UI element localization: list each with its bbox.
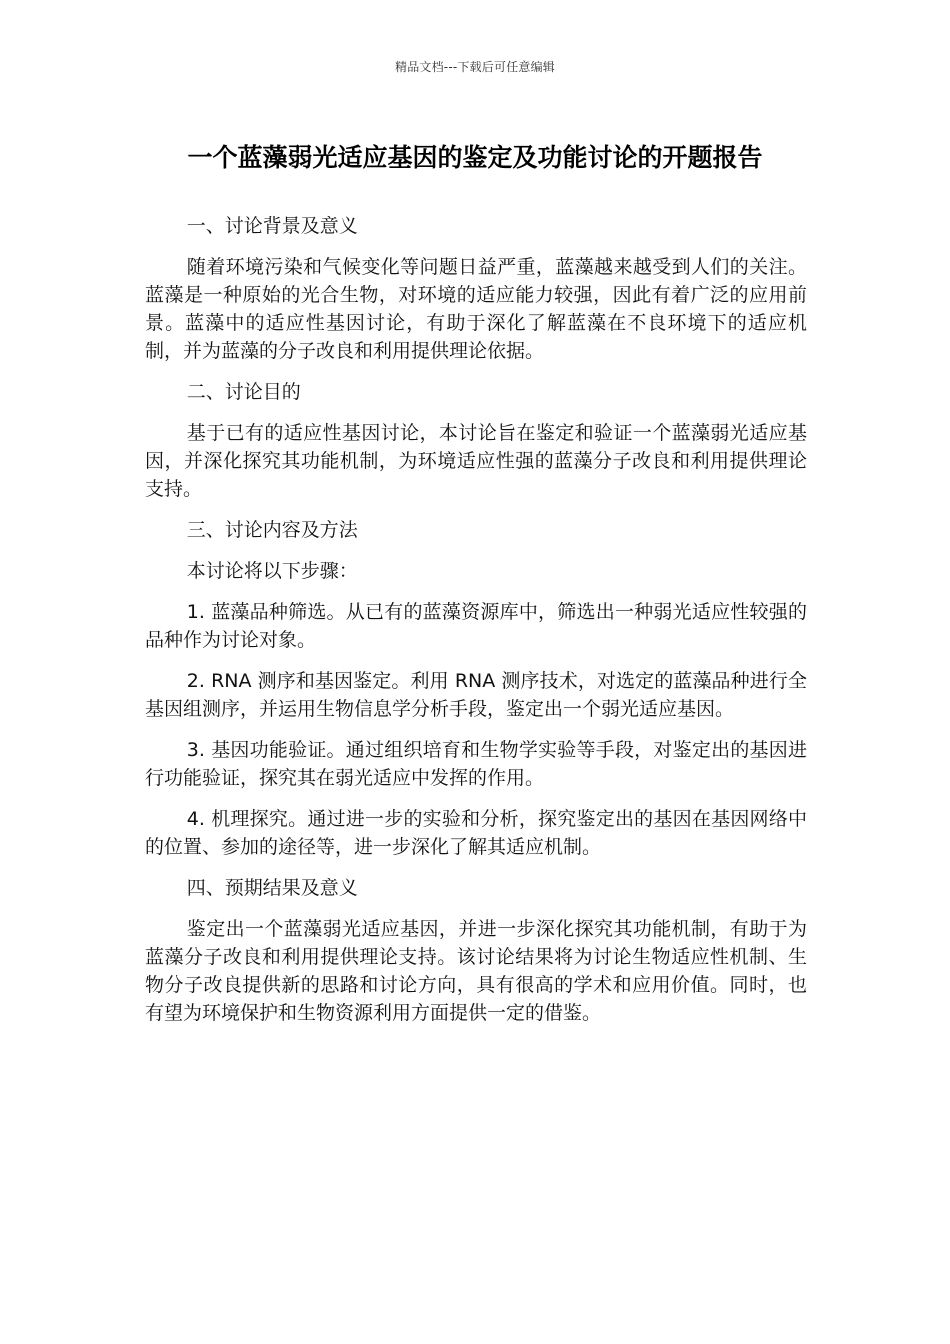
section-heading-methods: 三、讨论内容及方法 [186,519,358,541]
section-heading-background: 一、讨论背景及意义 [186,215,358,237]
document-title: 一个蓝藻弱光适应基因的鉴定及功能讨论的开题报告 [187,143,763,172]
section-heading-expected-results: 四、预期结果及意义 [186,877,358,899]
paragraph-methods-intro: 本讨论将以下步骤： [186,560,358,582]
list-item-step-3: 3. 基因功能验证。通过组织培育和生物学实验等手段，对鉴定出的基因进行功能验证，探究其在弱光适应中发挥的作用。 [145,739,807,789]
paragraph-expected-results: 鉴定出一个蓝藻弱光适应基因，并进一步深化探究其功能机制，有助于为蓝藻分子改良和利用提供理论支持。该讨论结果将为讨论生物适应性机制、生物分子改良提供新的思路和讨论方向，具有很高的学术和应用价值。同时，也有望为环境保护和生物资源利用方面提供一定的借鉴。 [145,918,807,1024]
page-header-note: 精品文档---下载后可任意编辑 [395,60,555,74]
paragraph-purpose: 基于已有的适应性基因讨论，本讨论旨在鉴定和验证一个蓝藻弱光适应基因，并深化探究其功能机制，为环境适应性强的蓝藻分子改良和利用提供理论支持。 [145,422,807,500]
list-item-step-1: 1. 蓝藻品种筛选。从已有的蓝藻资源库中，筛选出一种弱光适应性较强的品种作为讨论对象。 [145,601,807,651]
paragraph-background: 随着环境污染和气候变化等问题日益严重，蓝藻越来越受到人们的关注。蓝藻是一种原始的光合生物，对环境的适应能力较强，因此有着广泛的应用前景。蓝藻中的适应性基因讨论，有助于深化了解蓝藻在不良环境下的适应机制，并为蓝藻的分子改良和利用提供理论依据。 [145,256,807,362]
list-item-step-2: 2. RNA 测序和基因鉴定。利用 RNA 测序技术，对选定的蓝藻品种进行全基因组测序，并运用生物信息学分析手段，鉴定出一个弱光适应基因。 [145,670,807,720]
document-body [145,212,807,1040]
list-item-step-4: 4. 机理探究。通过进一步的实验和分析，探究鉴定出的基因在基因网络中的位置、参加的途径等，进一步深化了解其适应机制。 [145,808,807,858]
section-heading-purpose: 二、讨论目的 [186,381,301,403]
